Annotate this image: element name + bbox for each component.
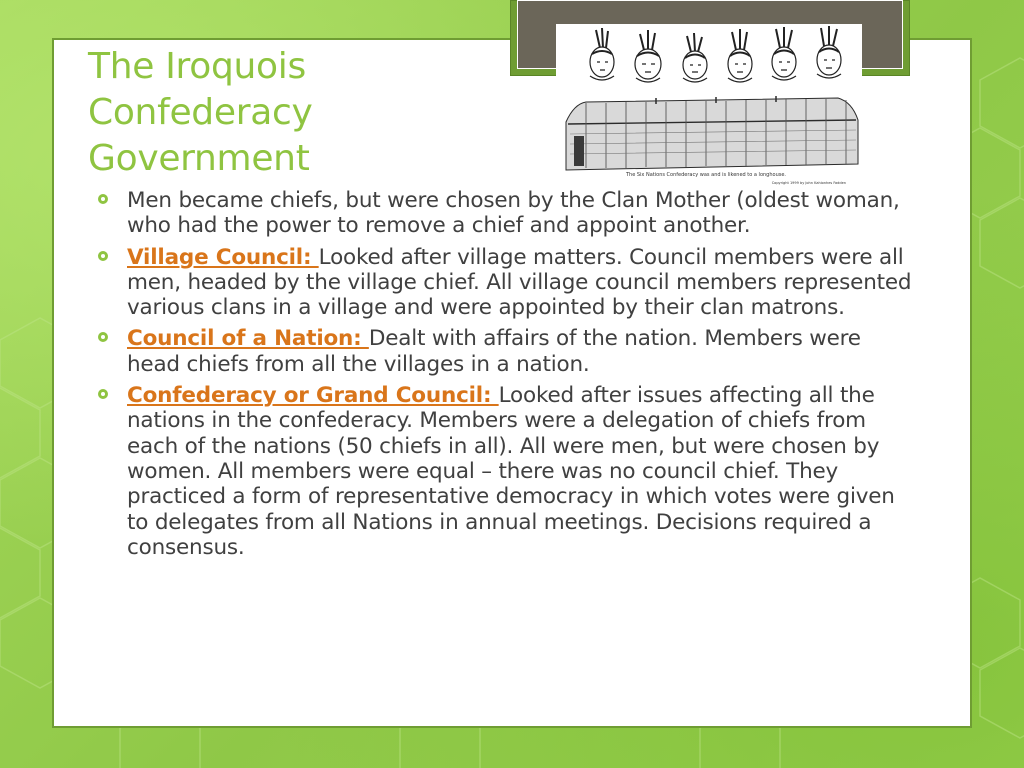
title-line: The Iroquois (88, 46, 306, 87)
bullet-item-council-of-a-nation (98, 326, 920, 377)
chief-portrait (683, 33, 707, 82)
chief-portrait (635, 30, 661, 82)
svg-text:Copyright 1999 by John Kahionh: Copyright 1999 by John Kahionhes Fadden (771, 181, 846, 185)
bullet-text: Dealt with affairs of the nation. Members were head chiefs from all the villages in a nation. (127, 326, 861, 377)
term-grand-council: Confederacy or Grand Council: (127, 383, 499, 409)
slide-title (88, 44, 508, 182)
chief-portrait (728, 29, 752, 82)
bullet-item-grand-council (98, 383, 920, 560)
chief-portrait (817, 26, 841, 78)
chief-portraits (590, 26, 841, 82)
ring-bullet-icon (98, 389, 108, 399)
bullet-item-chiefs (98, 188, 920, 239)
term-village-council: Village Council: (127, 244, 319, 270)
illustration-caption (625, 172, 846, 185)
ring-bullet-icon (98, 194, 108, 204)
ring-bullet-icon (98, 251, 108, 261)
chief-portrait (590, 28, 614, 80)
chief-portrait (772, 27, 796, 80)
title-line: Confederacy (88, 92, 313, 133)
title-line: Government (88, 138, 310, 179)
bullet-text: Looked after issues affecting all the nations in the confederacy. Members were a delegation of chiefs from each of the nations (50 chiefs in all). All were men, but were chosen by women. All members were equal – there was no council chief. They practiced a form of representative democracy in which votes were given to delegates from all Nations in annual meetings. Decisions required a consensus. (127, 383, 895, 560)
bullet-item-village-council (98, 245, 920, 321)
ring-bullet-icon (98, 332, 108, 342)
svg-text:The Six Nations Confederacy wa: The Six Nations Confederacy was and is likened to a longhouse. (625, 172, 787, 178)
longhouse (566, 96, 858, 170)
term-council-of-a-nation: Council of a Nation: (127, 326, 369, 352)
bullet-text: Men became chiefs, but were chosen by the Clan Mother (oldest woman, who had the power to remove a chief and appoint another. (127, 188, 900, 239)
bullet-text: Looked after village matters. Council members were all men, headed by the village chief. All village council members represented various clans in a village and were appointed by their clan matrons. (127, 244, 912, 321)
longhouse-and-chiefs-illustration (556, 24, 862, 186)
bullet-list (98, 188, 920, 566)
